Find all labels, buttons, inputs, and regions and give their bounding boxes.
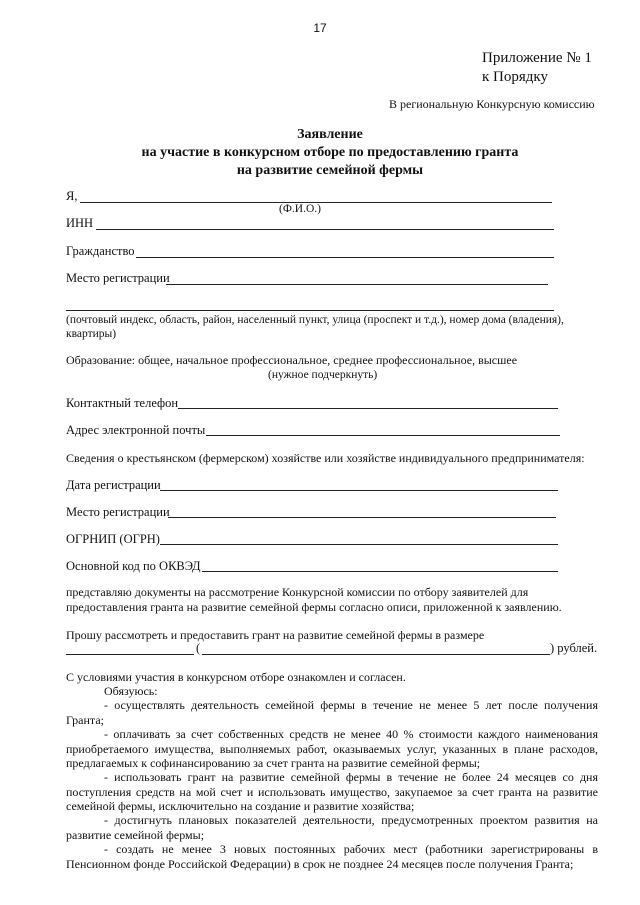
- label-phone: Контактный телефон: [66, 396, 179, 410]
- annex-line-2: к Порядку: [482, 69, 548, 85]
- title-line-2: на участие в конкурсном отборе по предоставлению гранта: [141, 145, 519, 160]
- title-line-3: на развитие семейной фермы: [236, 163, 424, 178]
- address-hint-1: (почтовый индекс, область, район, населенный пункт, улица (проспект и т.д.), номер дома (владения),: [66, 314, 564, 326]
- email-field[interactable]: [206, 435, 560, 436]
- education-text: Образование: общее, начальное профессиональное, среднее профессиональное, высшее: [66, 353, 518, 367]
- farm-info-heading: Сведения о крестьянском (фермерском) хозяйстве или хозяйстве индивидуального предпринимателя:: [66, 451, 585, 465]
- address-field[interactable]: [66, 310, 554, 311]
- obligation-item: - осуществлять деятельность семейной фермы в течение не менее 5 лет после получения Гранта;: [66, 698, 598, 727]
- obligation-item: - оплачивать за счет собственных средств не менее 40 % стоимости каждого наименования приобретаемого имущества, выполняемых работ, оказываемых услуг, указанных в плане расходов, предлагаемых к софинансированию за счет гранта на развитие семейной фермы;: [66, 727, 598, 770]
- ogrnip-field[interactable]: [160, 544, 558, 545]
- registration-field[interactable]: [166, 284, 548, 285]
- grant-amount-digits-field[interactable]: [66, 654, 194, 655]
- label-reg-date: Дата регистрации: [66, 478, 161, 492]
- recipient: В региональную Конкурсную комиссию: [389, 97, 595, 111]
- inn-field[interactable]: [96, 229, 554, 230]
- citizenship-field[interactable]: [136, 257, 554, 258]
- label-reg-place: Место регистрации: [66, 505, 170, 519]
- label-citizenship: Гражданство: [66, 244, 135, 258]
- label-okved: Основной код по ОКВЭД: [66, 559, 201, 573]
- reg-place-field[interactable]: [168, 517, 556, 518]
- address-hint-2: квартиры): [66, 328, 117, 340]
- fio-hint: (Ф.И.О.): [279, 203, 321, 215]
- education-hint: (нужное подчеркнуть): [268, 369, 378, 381]
- page-number: 17: [313, 21, 327, 35]
- label-inn: ИНН: [66, 216, 94, 230]
- obligation-item: - использовать грант на развитие семейной фермы в течение не более 24 месяцев со дня поступления средств на мой счет и использовать имущество, закупаемое за счет гранта на развитие семейной фермы, исключительно на создание и развитие хозяйства;: [66, 770, 598, 813]
- label-ya: Я,: [66, 189, 78, 203]
- phone-field[interactable]: [178, 408, 558, 409]
- agree-text: С условиями участия в конкурсном отборе ознакомлен и согласен.: [66, 670, 406, 684]
- label-ogrnip: ОГРНИП (ОГРН): [66, 532, 160, 546]
- label-email: Адрес электронной почты: [66, 423, 206, 437]
- reg-date-field[interactable]: [160, 490, 558, 491]
- obligation-item: - достигнуть плановых показателей деятельности, предусмотренных проектом развития на развитие семейной фермы;: [66, 813, 598, 842]
- annex-line-1: Приложение № 1: [482, 50, 592, 66]
- request-text: Прошу рассмотреть и предоставить грант на развитие семейной фермы в размере: [66, 628, 485, 642]
- title-line-1: Заявление: [297, 127, 363, 142]
- obligation-item: - создать не менее 3 новых постоянных рабочих мест (работники зарегистрированы в Пенсионном фонде Российской Федерации) в срок не позднее 24 месяцев после получения Гранта;: [66, 842, 598, 871]
- request-close: ) рублей.: [550, 641, 598, 655]
- obligations-title: Обязуюсь:: [104, 684, 158, 698]
- submit-text-1: представляю документы на рассмотрение Конкурсной комиссии по отбору заявителей для: [66, 585, 529, 599]
- submit-text-2: предоставления гранта на развитие семейной фермы согласно описи, приложенной к заявлению.: [66, 600, 562, 614]
- label-registration: Место регистрации: [66, 271, 170, 285]
- grant-amount-words-field[interactable]: [202, 654, 550, 655]
- okved-field[interactable]: [202, 571, 558, 572]
- request-open-paren: (: [196, 641, 201, 655]
